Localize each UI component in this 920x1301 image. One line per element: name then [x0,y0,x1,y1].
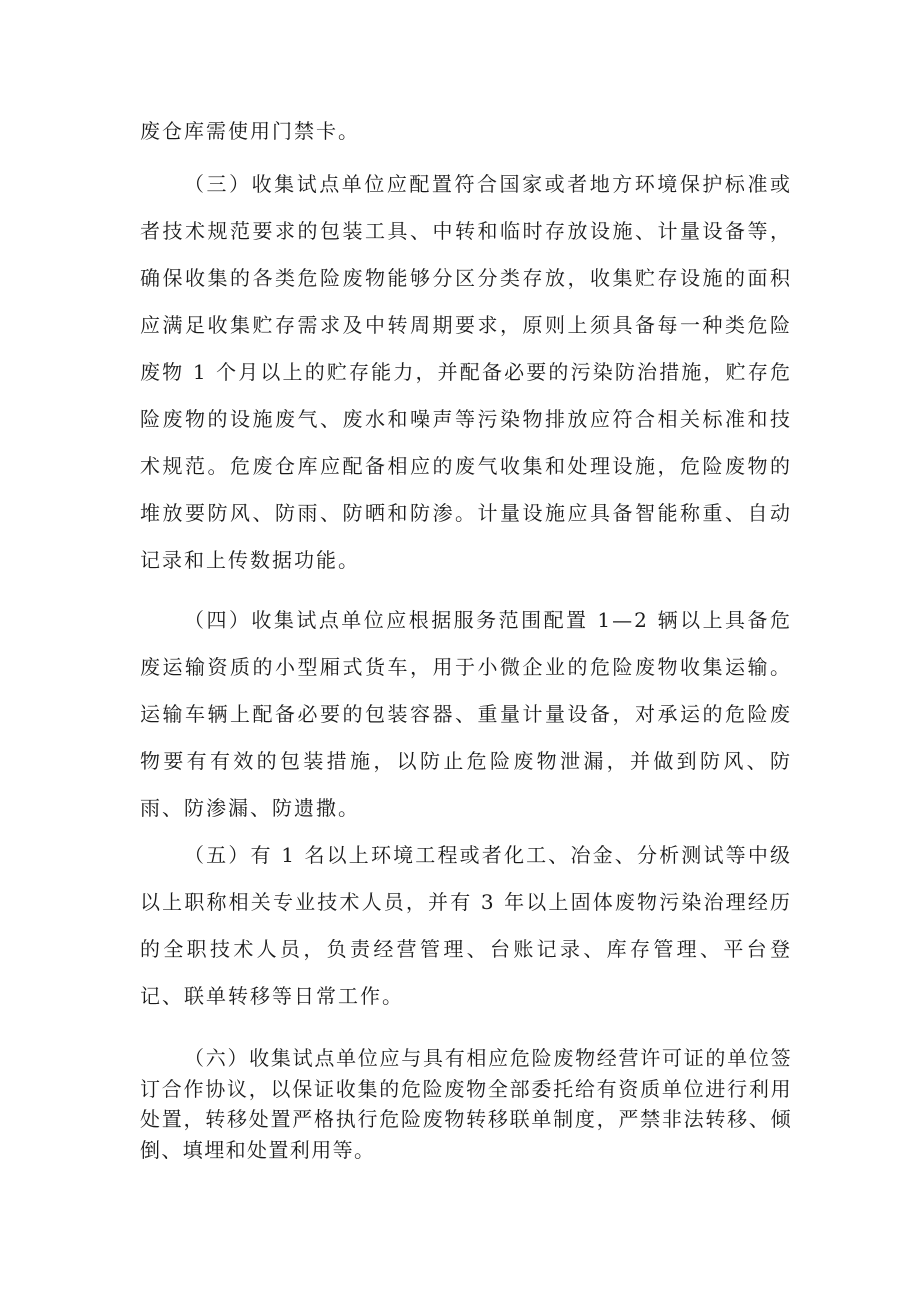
paragraph-section-4: （四）收集试点单位应根据服务范围配置 1—2 辆以上具备危废运输资质的小型厢式货车，用于小微企业的危险废物收集运输。运输车辆上配备必要的包装容器、重量计量设备，对承运的危险废物要有有效的包装措施，以防止危险废物泄漏，并做到防风、防雨、防渗漏、防遗撒。 [140,608,792,820]
paragraph-section-3: （三）收集试点单位应配置符合国家或者地方环境保护标准或者技术规范要求的包装工具、中转和临时存放设施、计量设备等，确保收集的各类危险废物能够分区分类存放，收集贮存设施的面积应满足收集贮存需求及中转周期要求，原则上须具备每一种类危险废物 1 个月以上的贮存能力，并配备必要的污染防治措施，贮存危险废物的设施废气、废水和噪声等污染物排放应符合相关标准和技术规范。危废仓库应配备相应的废气收集和处理设施，危险废物的堆放要防风、防雨、防晒和防渗。计量设施应具备智能称重、自动记录和上传数据功能。 [140,172,792,572]
paragraph-section-5: （五）有 1 名以上环境工程或者化工、冶金、分析测试等中级以上职称相关专业技术人员，并有 3 年以上固体废物污染治理经历的全职技术人员，负责经营管理、台账记录、库存管理、平台登记、联单转移等日常工作。 [140,843,792,1008]
paragraph-continuation: 废仓库需使用门禁卡。 [140,119,360,143]
paragraph-section-6: （六）收集试点单位应与具有相应危险废物经营许可证的单位签订合作协议，以保证收集的危险废物全部委托给有资质单位进行利用处置，转移处置严格执行危险废物转移联单制度，严禁非法转移、倾倒、填埋和处置利用等。 [140,1046,792,1162]
